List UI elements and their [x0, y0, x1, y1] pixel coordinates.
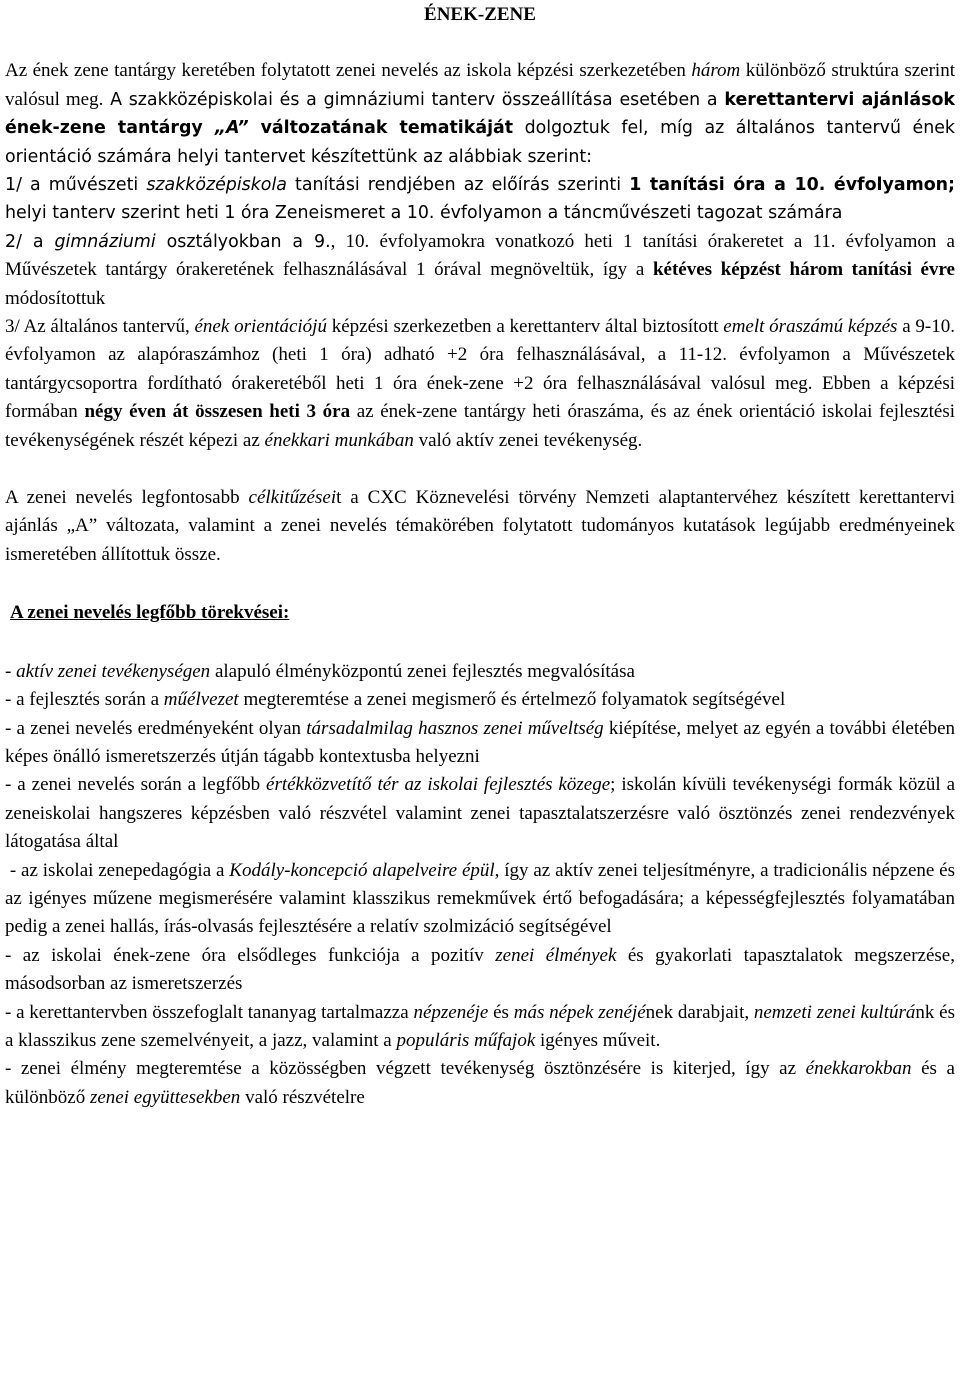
bullet-italic: populáris műfajok: [396, 1029, 536, 1051]
bullet-italic: értékközvetítő tér az iskolai fejlesztés közege: [266, 774, 611, 796]
bullet-item: [5, 942, 955, 999]
bullet-text: -: [5, 660, 17, 682]
bullet-text: ; iskolán kívüli tevékenységi formák közül a zeneiskolai hangszeres képzésben való részvétel valamint zenei tapasztalatszerzésre való ösztönzés zenei rendezvények látogatása által: [5, 774, 955, 853]
intro-sans-text-1: A szakközépiskolai és a gimnáziumi tanterv összeállítása esetében a: [103, 89, 725, 110]
bullet-text: nk és a klasszikus zene szemelvényeit, a jazz, valamint a: [5, 1001, 955, 1051]
item-3-text-2: képzési szerkezetben a kerettanterv által biztosított: [326, 316, 724, 338]
bullet-text: , így az aktív zenei teljesítményre, a tradicionális népzene és az igényes műzene megismerésére valamint klasszikus remekművek értő befogadására; a képességfejlesztés folyamatában pedig a zenei hallás, írás-olvasás fejlesztésére a relatív szolmizáció segítségével: [5, 859, 960, 938]
bullet-italic: népzenéje: [413, 1001, 489, 1023]
spacer: [5, 29, 955, 57]
bullet-item: [5, 1055, 955, 1112]
item-2-text-2: osztályokban a 9.: [155, 231, 331, 252]
bullet-text: alapuló élményközpontú zenei fejlesztés megvalósítása: [210, 660, 635, 682]
goals-italic-1: célkitűzései: [248, 487, 337, 509]
item-1-bold-1: 1 tanítási óra a 10. évfolyamon;: [629, 175, 955, 196]
bullet-text: és gyakorlati tapasztalatok megszerzése, másodsorban az ismeretszerzés: [5, 944, 955, 995]
item-1-text-3: helyi tanterv szerint heti 1 óra Zeneismeret a 10. évfolyamon a táncművészeti tagozat számára: [5, 203, 843, 224]
bullet-item: [5, 999, 955, 1056]
bullet-text: - a zenei nevelés eredményeként olyan: [5, 717, 307, 739]
item-3-text-3: a 9-10. évfolyamon az alapóraszámhoz (heti 1 óra) adható +2 óra felhasználásával, a 11-12. évfolyamon a Művészetek tantárgycsoportra fordítható órakeretéből heti 1 óra ének-zene +2 óra felhasználásával valósul meg. Ebben a képzési formában: [5, 316, 956, 423]
page-title: ÉNEK-ZENE: [424, 4, 536, 25]
bullet-italic: aktív zenei tevékenységen: [16, 660, 211, 682]
goals-text-1: A zenei nevelés legfontosabb: [5, 487, 249, 509]
bullet-text: megteremtése a zenei megismerő és értelmező folyamatok segítségével: [238, 689, 786, 711]
bullet-italic: énekkarokban: [805, 1058, 912, 1080]
item-2-text-3: , 10. évfolyamokra vonatkozó heti 1 tanítási órakeretet a 11. évfolyamon a Művészetek tantárgy órakeretének felhasználásával 1 órával megnöveltük, így a: [5, 230, 955, 281]
bullet-text: és a különböző: [5, 1058, 955, 1108]
bullet-text: való részvételre: [240, 1086, 365, 1108]
item-2: [5, 228, 955, 313]
spacer: [5, 628, 955, 658]
item-2-text-1: 2/ a: [5, 231, 55, 252]
bullet-text: igényes műveit.: [535, 1029, 661, 1051]
item-3-italic-2: emelt óraszámú képzés: [723, 316, 898, 338]
bullet-italic: más népek zenéjé: [513, 1001, 646, 1023]
bullet-text: és: [488, 1001, 514, 1023]
bullet-text: - zenei élmény megteremtése a közösségben végzett tevékenység ösztönzésére is kiterjed, így az: [5, 1058, 806, 1080]
bullet-item: [5, 658, 955, 686]
intro-italic-1: három: [691, 60, 741, 82]
item-1: [5, 171, 955, 228]
section-heading: A zenei nevelés legfőbb törekvései:: [10, 602, 290, 624]
spacer: [5, 569, 955, 599]
item-3-text-5: való aktív zenei tevékenység.: [413, 429, 643, 451]
bullet-text: nek darabjait,: [645, 1001, 754, 1023]
item-3-text-4: az ének-zene tantárgy heti óraszáma, és az ének orientáció iskolai fejlesztési tevékenységének részét képezi az: [5, 401, 955, 451]
bullet-text: - az iskolai ének-zene óra elsődleges funkciója a pozitív: [5, 944, 496, 966]
item-2-bold-1: kétéves képzést három tanítási évre: [652, 259, 955, 281]
intro-paragraph: [5, 57, 955, 171]
bullet-italic: zenei élmények: [495, 944, 617, 966]
bullet-text: kiépítése, melyet az egyén a további életében képes önálló ismeretszerzés útján tágabb kontextusba helyezni: [5, 717, 955, 767]
bullet-item: [5, 771, 955, 856]
bullet-italic: társadalmilag hasznos zenei műveltség: [306, 717, 604, 739]
bullet-text: - a zenei nevelés során a legfőbb: [5, 774, 267, 796]
item-3-bold-1: négy éven át összesen heti 3 óra: [84, 401, 351, 423]
goals-text-2: t a CXC Köznevelési törvény Nemzeti alaptantervéhez készített kerettantervi ajánlás „A” változata, valamint a zenei nevelés témakörében folytatott tudományos kutatások legújabb eredményeinek ismeretében állítottuk össze.: [5, 487, 955, 565]
item-1-text-1: 1/ a művészeti: [5, 175, 147, 196]
item-3-text-1: 3/ Az általános tantervű,: [5, 316, 195, 338]
intro-text-2: különböző struktúra szerint valósul meg.: [5, 60, 955, 110]
bullet-italic: Kodály-koncepció alapelveire épül: [229, 859, 495, 881]
bullet-text: - a fejlesztés során a: [5, 689, 164, 711]
intro-bold-italic-1: „A”: [214, 118, 249, 139]
bullet-item: [5, 715, 955, 772]
bullet-italic: zenei együttesekben: [89, 1086, 241, 1108]
item-2-italic-1: gimnáziumi: [54, 231, 156, 252]
spacer: [5, 455, 955, 484]
bullet-item: [5, 857, 960, 942]
bullet-italic: műélvezet: [163, 689, 239, 711]
bullet-item: [5, 686, 955, 714]
intro-bold-2: változatának tematikáját: [248, 118, 514, 139]
intro-bold-1: kerettantervi ajánlások ének-zene tantárgy: [5, 89, 955, 139]
item-2-text-4: módosítottuk: [5, 287, 106, 309]
bullet-text: - az iskolai zenepedagógia a: [5, 859, 230, 881]
item-1-italic-1: szakközépiskola: [146, 175, 287, 196]
bullet-text: - a kerettantervben összefoglalt tananyag tartalmazza: [5, 1001, 414, 1023]
item-3-italic-1: ének orientációjú: [194, 316, 327, 338]
goals-paragraph: [5, 484, 955, 569]
item-3: [5, 313, 955, 455]
intro-sans-text-2: dolgoztuk fel, míg az általános tantervű ének orientáció számára helyi tantervet készítettünk az alábbiak szerint:: [5, 118, 955, 167]
item-1-text-2: tanítási rendjében az előírás szerinti: [286, 175, 630, 196]
intro-text-1: Az ének zene tantárgy keretében folytatott zenei nevelés az iskola képzési szerkezetében: [5, 60, 692, 82]
bullet-italic: nemzeti zenei kultúrá: [753, 1001, 916, 1023]
item-3-italic-3: énekkari munkában: [264, 429, 414, 451]
